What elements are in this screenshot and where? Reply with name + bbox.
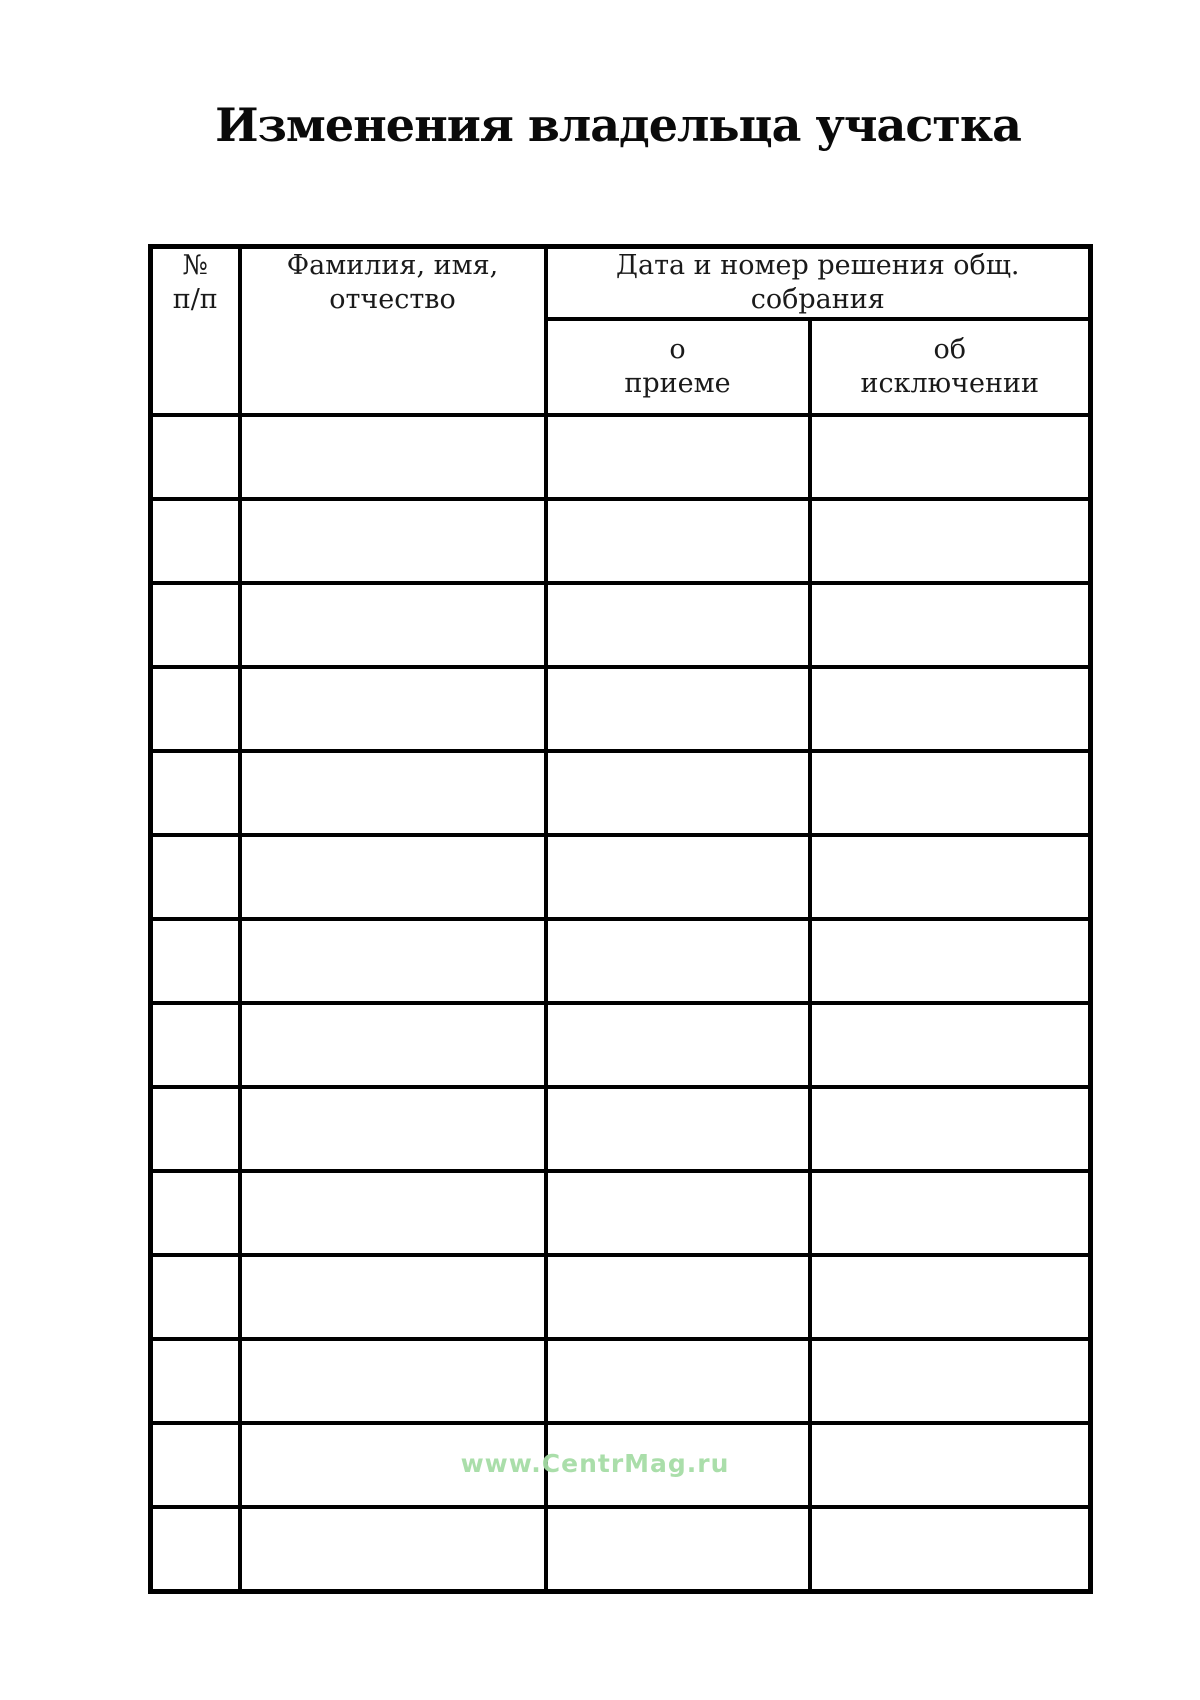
table-cell (546, 1339, 810, 1423)
header-cell-admission (546, 319, 810, 415)
table-cell (151, 415, 240, 499)
table-cell (810, 835, 1091, 919)
table-cell (151, 919, 240, 1003)
table-cell (810, 1087, 1091, 1171)
table-cell (546, 1171, 810, 1255)
table-cell (810, 1255, 1091, 1339)
table-cell (810, 919, 1091, 1003)
table-cell (240, 1339, 546, 1423)
table-cell (151, 1003, 240, 1087)
table-cell (546, 919, 810, 1003)
table-row (151, 1171, 1091, 1255)
table-row (151, 751, 1091, 835)
table-cell (546, 1003, 810, 1087)
header-cell-decision: Дата и номер решения общ. собрания (546, 247, 1091, 320)
table-cell (240, 499, 546, 583)
table-cell (240, 1171, 546, 1255)
header-cell-fullname (240, 247, 546, 416)
header-number-line1: № (182, 250, 209, 281)
page-title: Изменения владельца участка (215, 98, 1021, 152)
table-cell (546, 667, 810, 751)
table-cell (151, 1339, 240, 1423)
table-cell (240, 751, 546, 835)
table-cell (240, 1507, 546, 1591)
table-header-group (151, 247, 1091, 416)
table-cell (810, 1507, 1091, 1591)
table-cell (810, 499, 1091, 583)
table-cell (240, 415, 546, 499)
table-cell (151, 583, 240, 667)
header-cell-exclusion (810, 319, 1091, 415)
header-admission-line1: о (669, 334, 686, 365)
table-cell (546, 1255, 810, 1339)
table-row (151, 919, 1091, 1003)
header-cell-number (151, 247, 240, 416)
watermark: www.CentrMag.ru (460, 1449, 730, 1478)
table-cell (151, 667, 240, 751)
table-row (151, 1339, 1091, 1423)
table-cell (810, 1339, 1091, 1423)
table-cell (151, 751, 240, 835)
table-cell (151, 1507, 240, 1591)
table-row (151, 583, 1091, 667)
table-cell (151, 499, 240, 583)
table-row (151, 1507, 1091, 1591)
header-number-line2: п/п (172, 284, 218, 315)
table-cell (240, 1255, 546, 1339)
table-row (151, 667, 1091, 751)
table-row (151, 499, 1091, 583)
table-cell (546, 751, 810, 835)
table-cell (240, 1087, 546, 1171)
table-row (151, 1087, 1091, 1171)
table-cell (240, 667, 546, 751)
table-cell (151, 1171, 240, 1255)
header-row-top (151, 247, 1091, 320)
table-cell (810, 1423, 1091, 1507)
table-body (151, 415, 1091, 1591)
header-admission-line2: приеме (624, 368, 731, 399)
table-cell (240, 835, 546, 919)
table-cell (810, 1003, 1091, 1087)
header-exclusion-line1: об (933, 334, 967, 365)
header-fullname-line2: отчество (329, 284, 456, 315)
table-cell (546, 1507, 810, 1591)
table-cell (151, 835, 240, 919)
owner-changes-table (148, 244, 1093, 1594)
table-row (151, 1003, 1091, 1087)
table-cell (240, 1003, 546, 1087)
table-cell (546, 583, 810, 667)
table-cell (151, 1423, 240, 1507)
table-cell (151, 1087, 240, 1171)
table-cell (810, 667, 1091, 751)
table-cell (546, 835, 810, 919)
table-cell (240, 583, 546, 667)
table-cell (546, 415, 810, 499)
table-cell (546, 499, 810, 583)
table-cell (546, 1087, 810, 1171)
header-fullname-line1: Фамилия, имя, (286, 250, 499, 281)
table-row (151, 1255, 1091, 1339)
table-row (151, 835, 1091, 919)
header-exclusion-line2: исключении (860, 368, 1039, 399)
table-row (151, 415, 1091, 499)
table-cell (810, 1171, 1091, 1255)
table-cell (151, 1255, 240, 1339)
table-cell (810, 751, 1091, 835)
table-cell (810, 415, 1091, 499)
table-cell (810, 583, 1091, 667)
table-cell (240, 919, 546, 1003)
